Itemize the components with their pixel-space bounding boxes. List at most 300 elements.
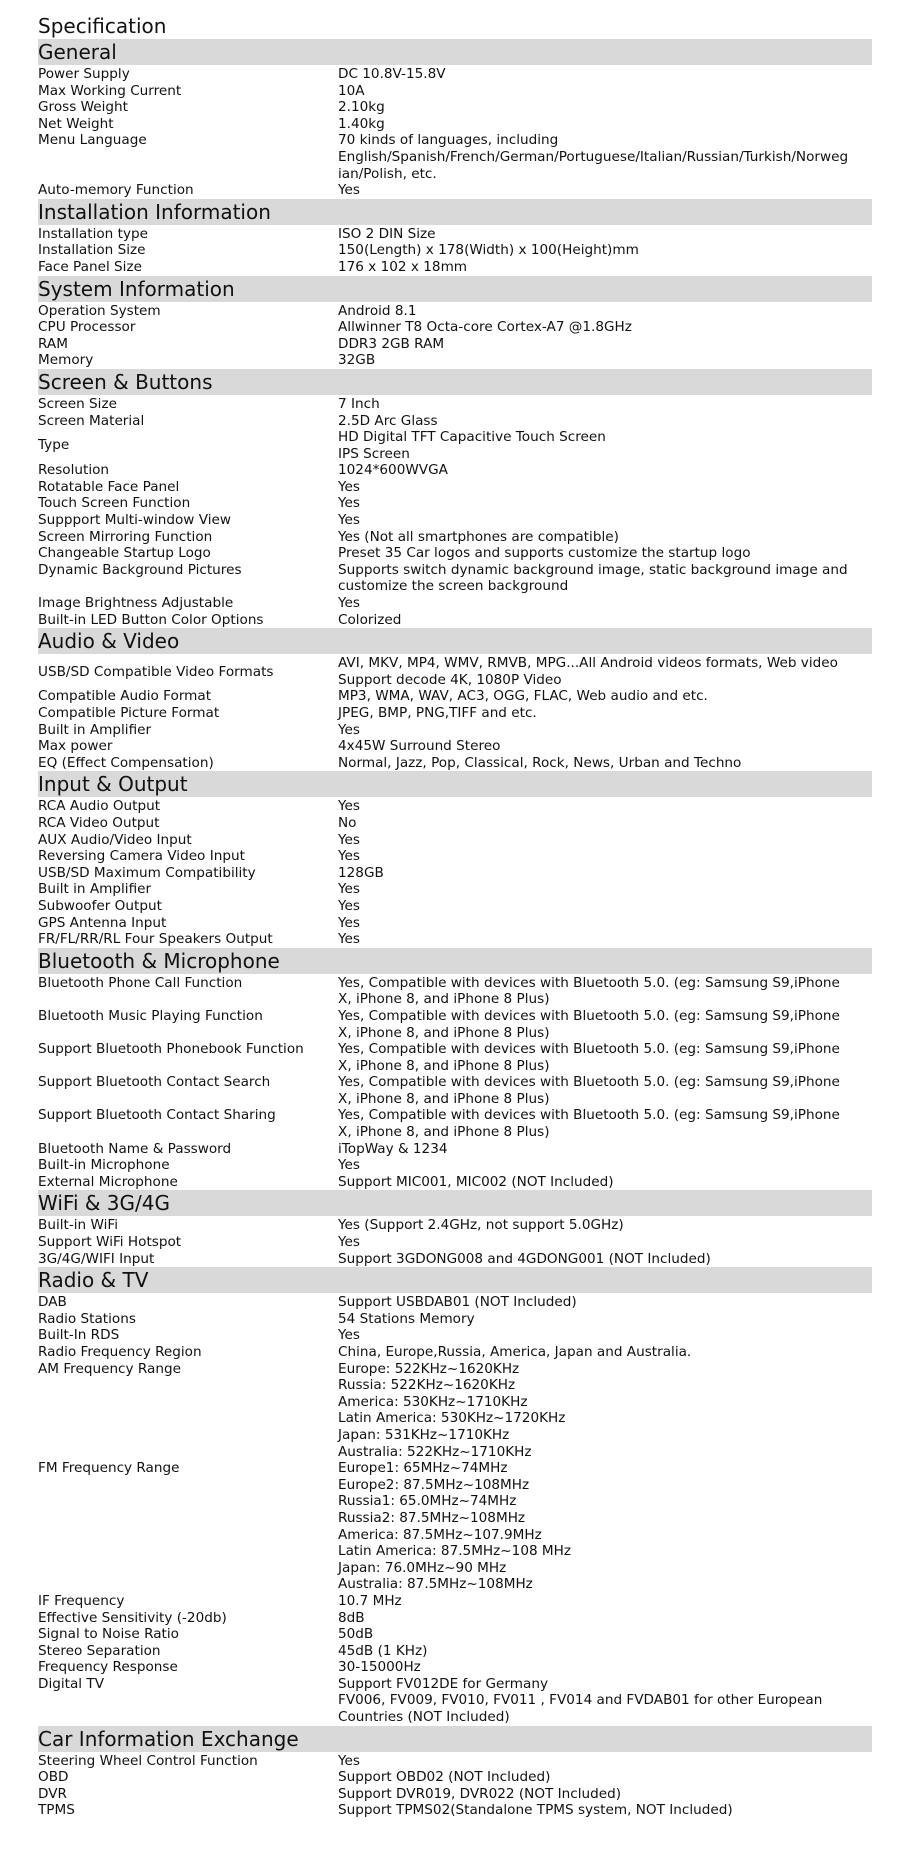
spec-value [338,562,872,595]
spec-row [38,1610,872,1627]
spec-value [338,529,872,546]
spec-value-line: 1024*600WVGA [338,462,448,479]
spec-row [38,66,872,83]
spec-value [338,1174,872,1191]
spec-value-line: Support FV012DE for Germany [338,1675,548,1692]
spec-label: Rotatable Face Panel [38,478,180,495]
spec-value [338,429,872,462]
spec-value-line: X, iPhone 8, and iPhone 8 Plus) [338,991,550,1008]
spec-label: AUX Audio/Video Input [38,831,192,848]
spec-row [38,319,872,336]
spec-value [338,1769,872,1786]
spec-row [38,1659,872,1676]
spec-label: Frequency Response [38,1659,178,1676]
spec-label: Memory [38,352,94,369]
spec-value [338,182,872,199]
spec-value-line: 8dB [338,1609,365,1626]
spec-row [38,1174,872,1191]
spec-row [38,1769,872,1786]
spec-value-line: Latin America: 530KHz~1720KHz [338,1410,566,1427]
spec-value [338,1041,872,1074]
section-header: WiFi & 3G/4G [38,1190,872,1216]
spec-value [338,798,872,815]
spec-row [38,705,872,722]
spec-value-line: 1.40kg [338,115,385,132]
spec-label: Compatible Audio Format [38,688,212,705]
section-header: Installation Information [38,199,872,225]
spec-value-line: Support DVR019, DVR022 (NOT Included) [338,1785,622,1802]
spec-row [38,226,872,243]
spec-value-line: China, Europe,Russia, America, Japan and Australia. [338,1344,692,1360]
spec-row [38,413,872,430]
spec-row [38,688,872,705]
spec-value-line: Yes, Compatible with devices with Bluetooth 5.0. (eg: Samsung S9,iPhone [338,1007,840,1024]
spec-value-line: X, iPhone 8, and iPhone 8 Plus) [338,1124,550,1141]
spec-row [38,898,872,915]
spec-row [38,303,872,320]
spec-value [338,1610,872,1627]
spec-value-line: Yes [338,1327,360,1344]
spec-value [338,1361,872,1461]
spec-value [338,352,872,369]
spec-sections [38,39,872,1819]
spec-value-line: Japan: 76.0MHz~90 MHz [338,1559,507,1576]
spec-label: Subwoofer Output [38,897,162,914]
spec-label: FM Frequency Range [38,1460,180,1477]
spec-row [38,396,872,413]
spec-row [38,931,872,948]
section-rows [38,655,872,771]
spec-value [338,1217,872,1234]
spec-value-line: English/Spanish/French/German/Portuguese/Italian/Russian/Turkish/Norweg [338,148,849,165]
spec-row [38,336,872,353]
spec-value-line: 176 x 102 x 18mm [338,258,468,275]
section-header: Input & Output [38,771,872,797]
spec-label: Installation Size [38,242,146,259]
section-rows [38,66,872,199]
spec-value-line: Support USBDAB01 (NOT Included) [338,1294,577,1311]
spec-value-line: AVI, MKV, MP4, WMV, RMVB, MPG...All Android videos formats, Web video [338,655,838,672]
spec-row [38,495,872,512]
spec-row [38,815,872,832]
spec-value [338,1786,872,1803]
spec-label: Face Panel Size [38,258,142,275]
spec-row [38,1234,872,1251]
spec-label: Built in Amplifier [38,721,152,738]
spec-row [38,1626,872,1643]
spec-value-line: MP3, WMA, WAV, AC3, OGG, FLAC, Web audio and etc. [338,688,708,705]
spec-value-line: 54 Stations Memory [338,1310,475,1327]
spec-value-line: Yes (Not all smartphones are compatible) [338,528,619,545]
spec-value-line: Yes [338,848,360,865]
spec-value-line: HD Digital TFT Capacitive Touch Screen [338,429,606,446]
spec-row [38,479,872,496]
spec-row [38,1311,872,1328]
spec-row [38,1460,872,1593]
section-rows [38,798,872,947]
spec-value-line: customize the screen background [338,578,569,595]
spec-value-line: Yes, Compatible with devices with Bluetooth 5.0. (eg: Samsung S9,iPhone [338,1074,840,1091]
spec-row [38,1327,872,1344]
spec-label: OBD [38,1769,69,1786]
spec-row [38,722,872,739]
spec-value-line: 128GB [338,864,384,881]
spec-value [338,595,872,612]
spec-value-line: X, iPhone 8, and iPhone 8 Plus) [338,1090,550,1107]
spec-value [338,722,872,739]
spec-label: Power Supply [38,66,130,82]
spec-value [338,848,872,865]
spec-label: GPS Antenna Input [38,914,167,931]
spec-value-line: DC 10.8V-15.8V [338,66,446,82]
spec-label: EQ (Effect Compensation) [38,754,214,771]
spec-label: Net Weight [38,115,114,132]
spec-value [338,881,872,898]
spec-value [338,1344,872,1361]
spec-value-line: Preset 35 Car logos and supports customize the startup logo [338,545,751,562]
spec-label: Max Working Current [38,82,182,99]
spec-value-line: X, iPhone 8, and iPhone 8 Plus) [338,1057,550,1074]
spec-value [338,865,872,882]
spec-value-line: Yes, Compatible with devices with Bluetooth 5.0. (eg: Samsung S9,iPhone [338,1107,840,1124]
spec-label: Support Bluetooth Contact Search [38,1074,271,1091]
spec-label: Support WiFi Hotspot [38,1234,182,1251]
spec-label: Built-in WiFi [38,1217,118,1234]
spec-label: DVR [38,1785,67,1802]
spec-value [338,1107,872,1140]
spec-value [338,512,872,529]
spec-label: Screen Material [38,412,145,429]
spec-value [338,319,872,336]
spec-value-line: ian/Polish, etc. [338,165,437,182]
spec-row [38,1217,872,1234]
spec-value-line: Android 8.1 [338,302,417,319]
spec-label: Suppport Multi-window View [38,512,231,529]
spec-row [38,1643,872,1660]
spec-label: Bluetooth Name & Password [38,1140,232,1157]
spec-value-line: X, iPhone 8, and iPhone 8 Plus) [338,1024,550,1041]
spec-value [338,975,872,1008]
section-header: Screen & Buttons [38,369,872,395]
spec-value [338,1753,872,1770]
spec-value [338,1676,872,1726]
spec-row [38,1157,872,1174]
spec-value [338,462,872,479]
spec-label: Signal to Noise Ratio [38,1626,179,1643]
spec-value-line: Allwinner T8 Octa-core Cortex-A7 @1.8GHz [338,319,632,336]
spec-label: Resolution [38,462,110,479]
spec-value-line: Countries (NOT Included) [338,1709,510,1726]
spec-value-line: 45dB (1 KHz) [338,1642,428,1659]
spec-label: Screen Mirroring Function [38,528,213,545]
spec-value-line: Support decode 4K, 1080P Video [338,671,562,688]
spec-value-line: Colorized [338,611,402,628]
spec-row [38,132,872,182]
spec-value [338,303,872,320]
spec-value [338,738,872,755]
spec-value-line: 2.5D Arc Glass [338,412,438,429]
spec-label: RCA Audio Output [38,798,161,815]
spec-value [338,545,872,562]
spec-value-line: Yes [338,931,360,948]
spec-value-line: Yes [338,1752,360,1769]
spec-row [38,1041,872,1074]
spec-row [38,352,872,369]
spec-value [338,1311,872,1328]
spec-label: Dynamic Background Pictures [38,561,242,578]
spec-label: AM Frequency Range [38,1360,181,1377]
page-title: Specification [38,14,167,38]
spec-value-line: Russia: 522KHz~1620KHz [338,1377,516,1394]
spec-value-line: Yes (Support 2.4GHz, not support 5.0GHz) [338,1217,624,1234]
section-rows [38,1753,872,1819]
spec-label: Bluetooth Phone Call Function [38,974,243,991]
section-header: General [38,39,872,65]
spec-value-line: 32GB [338,352,376,369]
section-rows [38,396,872,628]
spec-value [338,413,872,430]
spec-label: Built in Amplifier [38,881,152,898]
spec-value-line: America: 87.5MHz~107.9MHz [338,1526,542,1543]
spec-value [338,815,872,832]
spec-value-line: Yes [338,1234,360,1251]
spec-label: TPMS [38,1802,75,1819]
spec-row [38,462,872,479]
spec-value-line: 4x45W Surround Stereo [338,738,501,755]
spec-value-line: 7 Inch [338,395,380,412]
spec-value-line: iTopWay & 1234 [338,1140,448,1157]
spec-value-line: IPS Screen [338,445,410,462]
spec-label: Reversing Camera Video Input [38,848,245,865]
spec-label: USB/SD Maximum Compatibility [38,864,256,881]
spec-row [38,1593,872,1610]
spec-value [338,116,872,133]
spec-value [338,396,872,413]
spec-value-line: Yes [338,914,360,931]
spec-value-line: Supports switch dynamic background image, static background image and [338,561,848,578]
spec-row [38,832,872,849]
spec-value-line: DDR3 2GB RAM [338,335,445,352]
spec-value-line: 70 kinds of languages, including [338,132,559,149]
spec-value [338,66,872,83]
spec-label: Compatible Picture Format [38,705,220,721]
spec-row [38,865,872,882]
spec-row [38,1074,872,1107]
spec-value-line: Yes [338,182,360,199]
section-rows [38,303,872,369]
spec-value [338,132,872,182]
spec-label: IF Frequency [38,1592,125,1609]
spec-row [38,848,872,865]
spec-row [38,429,872,462]
spec-value-line: Australia: 87.5MHz~108MHz [338,1576,533,1593]
spec-row [38,1361,872,1461]
spec-value-line: Yes [338,798,360,815]
spec-row [38,975,872,1008]
section-rows [38,1217,872,1267]
spec-value [338,242,872,259]
spec-value [338,1294,872,1311]
spec-value [338,495,872,512]
spec-value-line: Yes [338,881,360,898]
spec-value-line: Support TPMS02(Standalone TPMS system, NOT Included) [338,1802,733,1819]
spec-row [38,1251,872,1268]
spec-label: Steering Wheel Control Function [38,1752,258,1769]
spec-row [38,798,872,815]
spec-value-line: Russia1: 65.0MHz~74MHz [338,1493,517,1510]
spec-value-line: Latin America: 87.5MHz~108 MHz [338,1543,572,1560]
spec-row [38,242,872,259]
spec-row [38,1294,872,1311]
spec-value [338,612,872,629]
spec-label: Operation System [38,302,161,319]
section-rows [38,975,872,1191]
spec-value [338,1251,872,1268]
spec-label: Built-in Microphone [38,1157,170,1174]
spec-value-line: Yes [338,495,360,512]
spec-row [38,595,872,612]
spec-row [38,116,872,133]
spec-row [38,1107,872,1140]
spec-value [338,931,872,948]
spec-value-line: Yes [338,478,360,495]
spec-row [38,755,872,772]
spec-value [338,705,872,722]
spec-value [338,479,872,496]
spec-value-line: 10A [338,82,365,99]
spec-value-line: 150(Length) x 178(Width) x 100(Height)mm [338,242,639,259]
spec-row [38,512,872,529]
spec-label: Gross Weight [38,99,128,116]
spec-row [38,529,872,546]
spec-value [338,99,872,116]
spec-value-line: America: 530KHz~1710KHz [338,1393,528,1410]
spec-value-line: ISO 2 DIN Size [338,225,436,242]
spec-label: RCA Video Output [38,814,160,831]
spec-value [338,1157,872,1174]
spec-value-line: Yes [338,512,360,529]
spec-label: Changeable Startup Logo [38,545,211,562]
spec-row [38,83,872,100]
spec-value-line: Yes [338,1157,360,1174]
spec-label: Stereo Separation [38,1642,161,1659]
spec-row [38,1786,872,1803]
spec-value [338,1008,872,1041]
spec-value [338,1593,872,1610]
spec-label: Screen Size [38,395,117,412]
spec-label: Radio Frequency Region [38,1344,202,1360]
spec-value-line: Australia: 522KHz~1710KHz [338,1443,532,1460]
spec-value-line: Japan: 531KHz~1710KHz [338,1426,510,1443]
spec-label: External Microphone [38,1173,178,1190]
spec-label: Image Brightness Adjustable [38,595,234,612]
spec-value-line: Europe: 522KHz~1620KHz [338,1360,520,1377]
spec-row [38,1008,872,1041]
spec-value [338,1643,872,1660]
spec-row [38,738,872,755]
spec-row [38,1344,872,1361]
spec-value [338,1234,872,1251]
spec-value-line: Europe1: 65MHz~74MHz [338,1460,508,1477]
spec-row [38,259,872,276]
spec-label: CPU Processor [38,319,136,336]
spec-value-line: Yes [338,595,360,612]
spec-label: Effective Sensitivity (-20db) [38,1609,227,1626]
spec-label: Bluetooth Music Playing Function [38,1007,263,1024]
spec-value-line: Yes [338,897,360,914]
section-header: System Information [38,276,872,302]
spec-value-line: Yes [338,721,360,738]
spec-value-line: No [338,814,357,831]
spec-row [38,545,872,562]
spec-row [38,562,872,595]
spec-label: Auto-memory Function [38,182,194,199]
spec-label: Support Bluetooth Phonebook Function [38,1041,304,1058]
spec-row [38,1141,872,1158]
spec-value [338,83,872,100]
spec-label: USB/SD Compatible Video Formats [38,663,274,680]
spec-label: Digital TV [38,1675,105,1692]
spec-row [38,915,872,932]
spec-value-line: Normal, Jazz, Pop, Classical, Rock, News, Urban and Techno [338,754,742,771]
spec-row [38,1802,872,1819]
spec-value-line: FV006, FV009, FV010, FV011 , FV014 and FVDAB01 for other European [338,1692,823,1709]
section-header: Radio & TV [38,1267,872,1293]
spec-row [38,1753,872,1770]
spec-value-line: 10.7 MHz [338,1592,402,1609]
spec-value-line: JPEG, BMP, PNG,TIFF and etc. [338,705,537,721]
spec-value-line: Yes, Compatible with devices with Bluetooth 5.0. (eg: Samsung S9,iPhone [338,1041,840,1058]
section-rows [38,1294,872,1725]
spec-value [338,1802,872,1819]
spec-label: Radio Stations [38,1310,136,1327]
spec-label: RAM [38,335,68,352]
spec-value [338,1626,872,1643]
section-header: Audio & Video [38,628,872,654]
spec-value-line: Support 3GDONG008 and 4GDONG001 (NOT Included) [338,1250,711,1267]
spec-label: Installation type [38,225,148,242]
spec-label: DAB [38,1294,67,1311]
section-header: Bluetooth & Microphone [38,948,872,974]
spec-value [338,1659,872,1676]
spec-value [338,1327,872,1344]
spec-row [38,99,872,116]
spec-value-line: Support MIC001, MIC002 (NOT Included) [338,1173,614,1190]
spec-label: Built-in LED Button Color Options [38,611,264,628]
spec-value-line: Europe2: 87.5MHz~108MHz [338,1476,530,1493]
spec-row [38,881,872,898]
spec-value [338,259,872,276]
spec-row [38,182,872,199]
spec-value [338,755,872,772]
spec-value-line: 2.10kg [338,99,385,116]
spec-label: Support Bluetooth Contact Sharing [38,1107,276,1124]
spec-value-line: 50dB [338,1626,374,1643]
spec-value-line: 30-15000Hz [338,1659,421,1676]
spec-row [38,1676,872,1726]
spec-value [338,336,872,353]
spec-label: 3G/4G/WIFI Input [38,1250,155,1267]
spec-value-line: Yes [338,831,360,848]
spec-label: Max power [38,738,113,755]
spec-value [338,1141,872,1158]
spec-label: FR/FL/RR/RL Four Speakers Output [38,931,273,948]
spec-value-line: Yes, Compatible with devices with Bluetooth 5.0. (eg: Samsung S9,iPhone [338,974,840,991]
spec-value [338,832,872,849]
spec-value-line: Russia2: 87.5MHz~108MHz [338,1509,526,1526]
section-rows [38,226,872,276]
spec-label: Touch Screen Function [38,495,191,512]
